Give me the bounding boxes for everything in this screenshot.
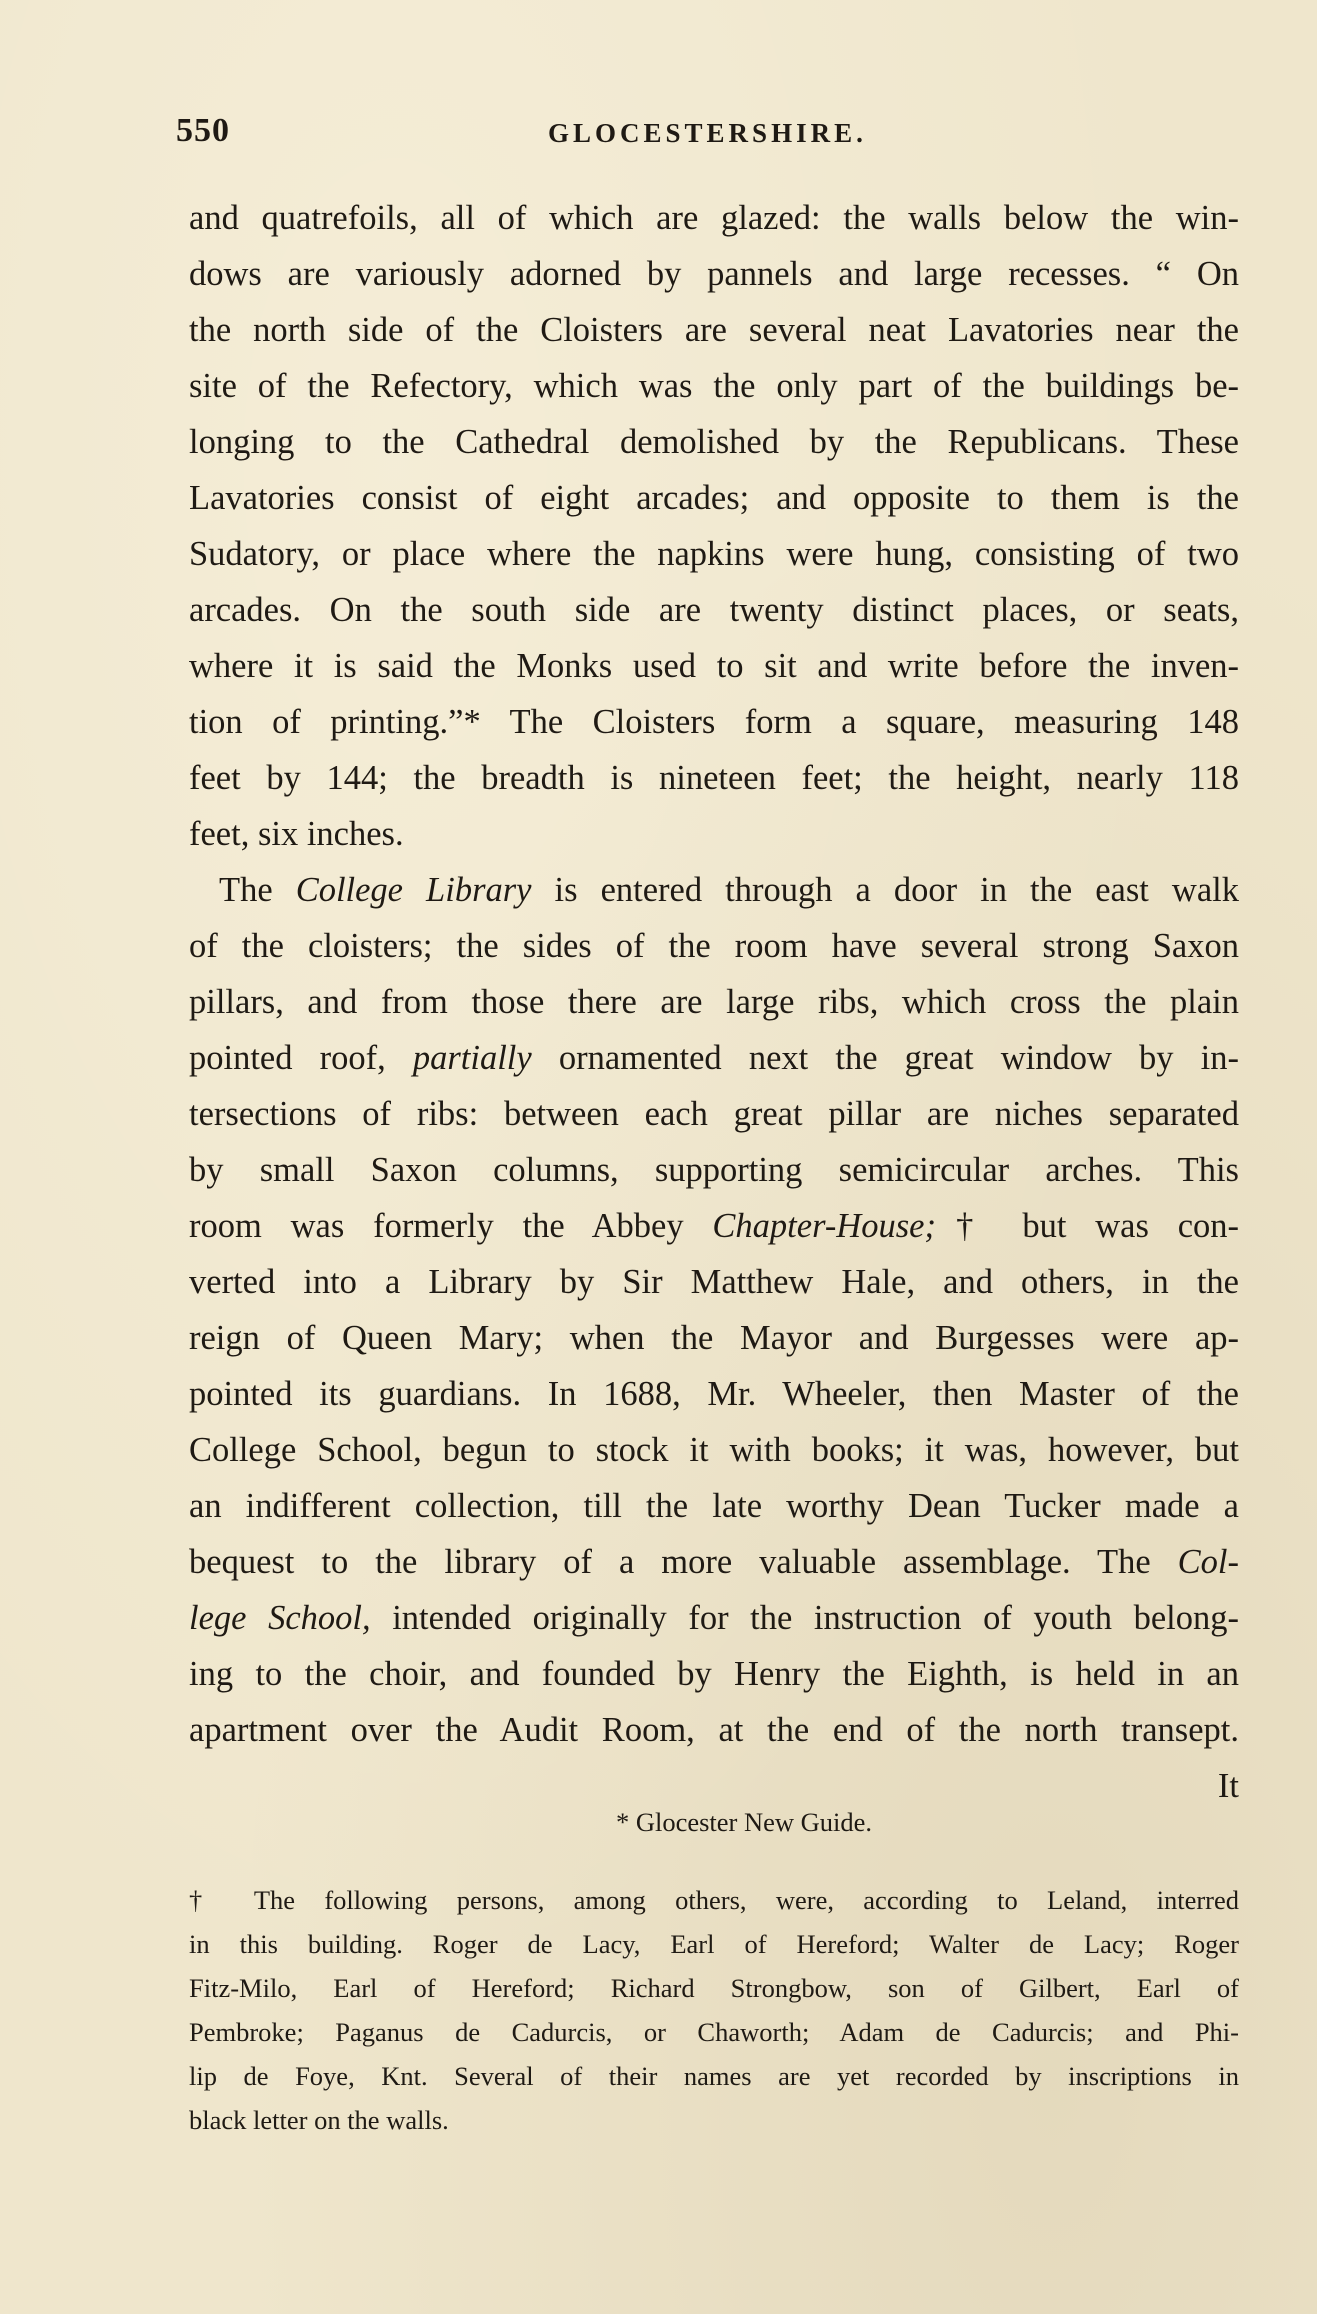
line-segment: intended originally for the instruction of youth belong-: [370, 1599, 1240, 1637]
body-line: [189, 1590, 1239, 1646]
body-line: of the cloisters; the sides of the room have several strong Saxon: [189, 927, 1239, 965]
body-line: pillars, and from those there are large ribs, which cross the plain: [189, 983, 1239, 1021]
body-line: feet by 144; the breadth is nineteen feet; the height, nearly 118: [189, 759, 1239, 797]
body-line: College School, begun to stock it with books; it was, however, but: [189, 1431, 1239, 1469]
body-line: feet, six inches.: [189, 815, 404, 853]
body-line: ing to the choir, and founded by Henry the Eighth, is held in an: [189, 1655, 1239, 1693]
line-segment: † but was con-: [935, 1207, 1240, 1245]
body-line: longing to the Cathedral demolished by the Republicans. These: [189, 423, 1239, 461]
italic-term-chapter-house: Chapter-House;: [712, 1207, 936, 1245]
body-line: [189, 1198, 1239, 1254]
catchword: It: [1217, 1767, 1239, 1805]
line-segment: bequest to the library of a more valuable assemblage. The: [189, 1543, 1178, 1581]
footnote-line: black letter on the walls.: [189, 2105, 449, 2135]
body-line: where it is said the Monks used to sit and write before the inven-: [189, 647, 1239, 685]
footnote-line: Fitz-Milo, Earl of Hereford; Richard Strongbow, son of Gilbert, Earl of: [189, 1973, 1239, 2003]
body-line: by small Saxon columns, supporting semicircular arches. This: [189, 1151, 1239, 1189]
body-line: apartment over the Audit Room, at the end of the north transept.: [189, 1711, 1239, 1749]
body-line: verted into a Library by Sir Matthew Hale, and others, in the: [189, 1263, 1239, 1301]
body-line: arcades. On the south side are twenty distinct places, or seats,: [189, 591, 1239, 629]
italic-term-college-library: College Library: [295, 871, 532, 909]
page-header: [176, 112, 1176, 162]
body-line: dows are variously adorned by pannels and large recesses. “ On: [189, 255, 1239, 293]
line-segment: is entered through a door in the east walk: [531, 871, 1239, 909]
footnote-line: lip de Foye, Knt. Several of their names are yet recorded by inscriptions in: [189, 2061, 1239, 2091]
line-segment: pointed roof,: [189, 1039, 413, 1077]
body-line: the north side of the Cloisters are several neat Lavatories near the: [189, 311, 1239, 349]
line-segment: room was formerly the Abbey: [189, 1207, 713, 1245]
body-line: [189, 1030, 1239, 1086]
line-segment: ornamented next the great window by in-: [531, 1039, 1239, 1077]
footnote-glocester-guide: * Glocester New Guide.: [615, 1807, 873, 1837]
body-line: [189, 1534, 1239, 1590]
line-segment: The: [219, 871, 296, 909]
running-head: GLOCESTERSHIRE.: [548, 118, 867, 148]
page-number: 550: [176, 112, 230, 149]
italic-term-lege-school: lege School,: [189, 1599, 371, 1637]
body-line: [189, 862, 1239, 918]
body-line: and quatrefoils, all of which are glazed: the walls below the win-: [189, 199, 1239, 237]
body-line: tersections of ribs: between each great pillar are niches separated: [189, 1095, 1239, 1133]
body-line: site of the Refectory, which was the only part of the buildings be-: [189, 367, 1239, 405]
footnote-line: Pembroke; Paganus de Cadurcis, or Chaworth; Adam de Cadurcis; and Phi-: [189, 2017, 1239, 2047]
body-line: tion of printing.”* The Cloisters form a square, measuring 148: [189, 703, 1239, 741]
italic-term-partially: partially: [412, 1039, 532, 1077]
body-line: Lavatories consist of eight arcades; and opposite to them is the: [189, 479, 1239, 517]
body-line: reign of Queen Mary; when the Mayor and Burgesses were ap-: [189, 1319, 1239, 1357]
body-line: pointed its guardians. In 1688, Mr. Wheeler, then Master of the: [189, 1375, 1239, 1413]
footnote-line: in this building. Roger de Lacy, Earl of Hereford; Walter de Lacy; Roger: [189, 1929, 1239, 1959]
footnote-line: † The following persons, among others, were, according to Leland, interred: [189, 1885, 1239, 1915]
body-line: an indifferent collection, till the late worthy Dean Tucker made a: [189, 1487, 1239, 1525]
italic-term-col: Col-: [1177, 1543, 1239, 1581]
body-line: Sudatory, or place where the napkins were hung, consisting of two: [189, 535, 1239, 573]
